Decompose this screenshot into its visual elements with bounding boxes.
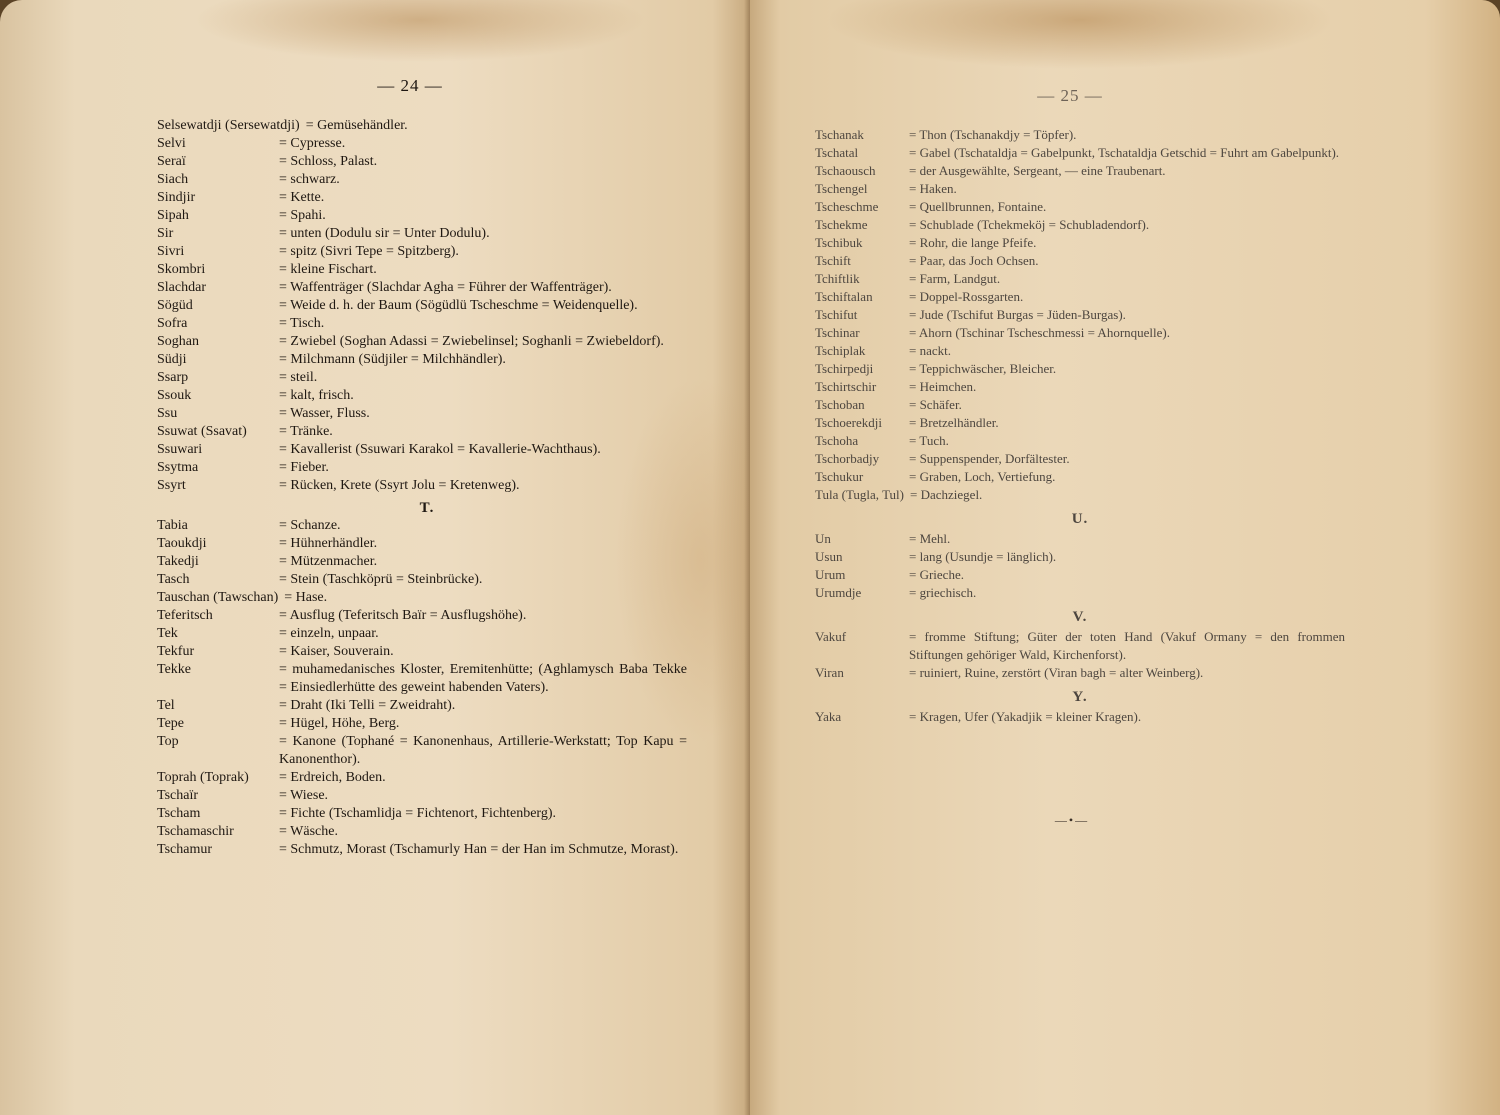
entry-definition: = Gabel (Tschataldja = Gabelpunkt, Tschataldja Getschid = Fuhrt am Gabelpunkt). bbox=[909, 145, 1340, 160]
entry-definition: = Kragen, Ufer (Yakadjik = kleiner Kragen). bbox=[909, 709, 1142, 724]
entry-term: Viran bbox=[815, 665, 844, 680]
entry-term: Ssarp bbox=[157, 370, 189, 385]
entry-term: Tscham bbox=[157, 806, 201, 821]
entry-definition: = Schublade (Tchekmeköj = Schubladendorf). bbox=[909, 217, 1150, 232]
glossary-entry bbox=[815, 450, 1345, 468]
entry-term: Tschirpedji bbox=[815, 361, 874, 376]
entry-term: Tschaïr bbox=[157, 788, 199, 803]
glossary-entry bbox=[157, 477, 687, 495]
entry-term: Ssouk bbox=[157, 388, 192, 403]
entry-definition: = der Ausgewählte, Sergeant, — eine Traubenart. bbox=[909, 163, 1166, 178]
entry-term: Seraï bbox=[157, 154, 186, 169]
glossary-entry bbox=[157, 517, 687, 535]
entry-term: Selsewatdji (Sersewatdji) bbox=[157, 118, 300, 133]
entry-definition: = unten (Dodulu sir = Unter Dodulu). bbox=[279, 226, 490, 241]
entry-term: Tschengel bbox=[815, 181, 868, 196]
entry-definition: = Fieber. bbox=[279, 460, 329, 475]
entry-definition: = Kaiser, Souverain. bbox=[279, 644, 394, 659]
glossary-entry bbox=[157, 297, 687, 315]
entry-term: Tschanak bbox=[815, 127, 864, 142]
glossary-entry bbox=[157, 607, 687, 625]
entry-term: Tepe bbox=[157, 716, 185, 731]
entry-definition: = Thon (Tschanakdjy = Töpfer). bbox=[909, 127, 1077, 142]
entry-definition: = Wäsche. bbox=[279, 824, 338, 839]
glossary-entry bbox=[157, 535, 687, 553]
entry-term: Sögüd bbox=[157, 298, 193, 313]
entry-term: Tekfur bbox=[157, 644, 195, 659]
entry-term: Tschoerekdji bbox=[815, 415, 882, 430]
entry-term: Tabia bbox=[157, 518, 188, 533]
entry-term: Tek bbox=[157, 626, 178, 641]
glossary-entry bbox=[157, 189, 687, 207]
entry-definition: = Paar, das Joch Ochsen. bbox=[909, 253, 1039, 268]
glossary-entry bbox=[815, 270, 1345, 288]
glossary-entry bbox=[815, 486, 1345, 504]
entry-definition: = Gemüsehändler. bbox=[305, 118, 408, 133]
entry-term: Slachdar bbox=[157, 280, 206, 295]
glossary-entry bbox=[157, 823, 687, 841]
entry-definition: = Mehl. bbox=[909, 531, 951, 546]
entry-term: Taoukdji bbox=[157, 536, 207, 551]
glossary-entry bbox=[815, 360, 1345, 378]
entry-term: Tschorbadjy bbox=[815, 451, 880, 466]
entry-definition: = Stein (Taschköprü = Steinbrücke). bbox=[279, 572, 483, 587]
entry-definition: = Graben, Loch, Vertiefung. bbox=[909, 469, 1056, 484]
entry-term: Tschiftalan bbox=[815, 289, 873, 304]
entry-term: Yaka bbox=[815, 709, 842, 724]
entry-term: Ssytma bbox=[157, 460, 199, 475]
entry-term: Tschinar bbox=[815, 325, 860, 340]
glossary-entry bbox=[157, 279, 687, 297]
entry-definition: = Wiese. bbox=[279, 788, 329, 803]
section-heading: V. bbox=[1072, 609, 1088, 625]
entry-definition: = Draht (Iki Telli = Zweidraht). bbox=[279, 698, 456, 713]
entry-term: Takedji bbox=[157, 554, 199, 569]
entry-definition: = Hügel, Höhe, Berg. bbox=[279, 716, 400, 731]
glossary-entry bbox=[157, 441, 687, 459]
entry-definition: = einzeln, unpaar. bbox=[279, 626, 379, 641]
entry-definition: = kalt, frisch. bbox=[279, 388, 354, 403]
entry-definition: = Cypresse. bbox=[279, 136, 346, 151]
glossary-entry bbox=[157, 369, 687, 387]
entry-term: Sir bbox=[157, 226, 174, 241]
entry-term: Tschamaschir bbox=[157, 824, 234, 839]
entry-term: Urumdje bbox=[815, 585, 862, 600]
entry-definition: = Grieche. bbox=[909, 567, 964, 582]
right-page bbox=[750, 0, 1500, 1115]
glossary-entry bbox=[815, 324, 1345, 342]
glossary-entry bbox=[157, 351, 687, 369]
glossary-entry bbox=[815, 144, 1345, 162]
glossary-entry bbox=[157, 661, 687, 697]
section-heading: Y. bbox=[1072, 689, 1088, 705]
entry-term: Skombri bbox=[157, 262, 206, 277]
entry-definition: = Spahi. bbox=[279, 208, 326, 223]
entry-term: Teferitsch bbox=[157, 608, 213, 623]
glossary-entry bbox=[157, 769, 687, 787]
entry-definition: = Bretzelhändler. bbox=[909, 415, 999, 430]
entry-definition: = fromme Stiftung; Güter der toten Hand (Vakuf Ormany = den frommen Stiftungen gehöriger Wald, Kirchenforst). bbox=[909, 629, 1345, 662]
entry-term: Ssuwat (Ssavat) bbox=[157, 424, 247, 439]
entry-term: Tschekme bbox=[815, 217, 868, 232]
entry-definition: = Schanze. bbox=[279, 518, 341, 533]
entry-term: Sivri bbox=[157, 244, 185, 259]
entry-term: Top bbox=[157, 734, 179, 749]
entry-definition: = Tuch. bbox=[909, 433, 949, 448]
glossary-entry bbox=[157, 315, 687, 333]
entry-definition: = Kette. bbox=[279, 190, 325, 205]
entry-definition: = Doppel-Rossgarten. bbox=[909, 289, 1024, 304]
glossary-entry bbox=[157, 243, 687, 261]
entry-definition: = Farm, Landgut. bbox=[909, 271, 1001, 286]
entry-definition: = Waffenträger (Slachdar Agha = Führer der Waffenträger). bbox=[279, 280, 612, 295]
entry-term: Ssu bbox=[157, 406, 178, 421]
entry-definition: = ruiniert, Ruine, zerstört (Viran bagh = alter Weinberg). bbox=[909, 665, 1204, 680]
glossary-entry bbox=[815, 468, 1345, 486]
glossary-entry bbox=[157, 805, 687, 823]
glossary-entries bbox=[157, 117, 687, 859]
entry-definition: = Tränke. bbox=[279, 424, 333, 439]
entry-term: Tchiftlik bbox=[815, 271, 860, 286]
glossary-entry bbox=[815, 396, 1345, 414]
entry-term: Tschifut bbox=[815, 307, 858, 322]
entry-definition: = steil. bbox=[279, 370, 318, 385]
glossary-entry bbox=[815, 342, 1345, 360]
glossary-entry bbox=[157, 261, 687, 279]
glossary-entry bbox=[157, 715, 687, 733]
glossary-entry bbox=[815, 126, 1345, 144]
entry-term: Usun bbox=[815, 549, 843, 564]
entry-term: Tschiplak bbox=[815, 343, 866, 358]
glossary-entry bbox=[815, 234, 1345, 252]
entry-definition: = Heimchen. bbox=[909, 379, 977, 394]
entry-term: Tschibuk bbox=[815, 235, 863, 250]
entry-definition: = Jude (Tschifut Burgas = Jüden-Burgas). bbox=[909, 307, 1126, 322]
end-ornament: —•— bbox=[1054, 813, 1090, 827]
glossary-entry bbox=[157, 733, 687, 769]
entry-term: Vakuf bbox=[815, 629, 847, 644]
entry-definition: = griechisch. bbox=[909, 585, 977, 600]
glossary-entry bbox=[157, 625, 687, 643]
entry-definition: = Kavallerist (Ssuwari Karakol = Kavallerie-Wachthaus). bbox=[279, 442, 601, 457]
entry-definition: = Weide d. h. der Baum (Sögüdlü Tscheschme = Weidenquelle). bbox=[279, 298, 638, 313]
section-heading: U. bbox=[1071, 511, 1089, 527]
entry-term: Ssyrt bbox=[157, 478, 186, 493]
glossary-entry bbox=[157, 841, 687, 859]
entry-definition: = Suppenspender, Dorfältester. bbox=[909, 451, 1070, 466]
glossary-entry bbox=[815, 414, 1345, 432]
entry-definition: = Schäfer. bbox=[909, 397, 962, 412]
glossary-entry bbox=[157, 171, 687, 189]
entry-term: Tschamur bbox=[157, 842, 213, 857]
glossary-entry bbox=[815, 584, 1345, 602]
entry-definition: = Haken. bbox=[909, 181, 957, 196]
entry-definition: = Erdreich, Boden. bbox=[279, 770, 386, 785]
glossary-entry bbox=[157, 697, 687, 715]
glossary-entry bbox=[157, 117, 687, 135]
entry-definition: = spitz (Sivri Tepe = Spitzberg). bbox=[279, 244, 459, 259]
entry-definition: = Wasser, Fluss. bbox=[279, 406, 370, 421]
entry-definition: = Ausflug (Teferitsch Baïr = Ausflugshöhe). bbox=[279, 608, 527, 623]
glossary-entry bbox=[157, 589, 687, 607]
entry-definition: = schwarz. bbox=[279, 172, 340, 187]
entry-term: Tschaousch bbox=[815, 163, 876, 178]
glossary-entry bbox=[815, 628, 1345, 664]
entry-definition: = Teppichwäscher, Bleicher. bbox=[909, 361, 1057, 376]
entry-definition: = Quellbrunnen, Fontaine. bbox=[909, 199, 1047, 214]
glossary-entry bbox=[157, 405, 687, 423]
entry-definition: = kleine Fischart. bbox=[279, 262, 377, 277]
glossary-entry bbox=[157, 423, 687, 441]
entry-term: Ssuwari bbox=[157, 442, 203, 457]
entry-term: Tschift bbox=[815, 253, 851, 268]
glossary-entry bbox=[157, 333, 687, 351]
glossary-entry bbox=[157, 459, 687, 477]
glossary-entry bbox=[157, 787, 687, 805]
entry-term: Sindjir bbox=[157, 190, 196, 205]
page-number: — 24 — bbox=[377, 76, 443, 95]
entry-definition: = Hase. bbox=[284, 590, 328, 605]
entry-definition: = Ahorn (Tschinar Tscheschmessi = Ahornquelle). bbox=[909, 325, 1170, 340]
glossary-entry bbox=[815, 548, 1345, 566]
glossary-entry bbox=[815, 566, 1345, 584]
glossary-entry bbox=[815, 198, 1345, 216]
section-heading: T. bbox=[419, 500, 435, 516]
entry-definition: = Hühnerhändler. bbox=[279, 536, 378, 551]
entry-term: Tschukur bbox=[815, 469, 864, 484]
entry-term: Siach bbox=[157, 172, 189, 187]
glossary-entry bbox=[815, 708, 1345, 726]
entry-definition: = Kanone (Tophané = Kanonenhaus, Artillerie-Werkstatt; Top Kapu = Kanonenthor). bbox=[279, 734, 687, 767]
glossary-entry bbox=[157, 387, 687, 405]
entry-definition: = Rohr, die lange Pfeife. bbox=[909, 235, 1037, 250]
entry-definition: = Dachziegel. bbox=[910, 487, 983, 502]
glossary-entry bbox=[815, 162, 1345, 180]
glossary-entry bbox=[157, 225, 687, 243]
entry-term: Südji bbox=[157, 352, 187, 367]
glossary-entry bbox=[815, 664, 1345, 682]
page-number: — 25 — bbox=[1037, 86, 1103, 105]
entry-term: Tasch bbox=[157, 572, 190, 587]
entry-definition: = Tisch. bbox=[279, 316, 325, 331]
glossary-entry bbox=[815, 432, 1345, 450]
entry-term: Selvi bbox=[157, 136, 186, 151]
glossary-entry bbox=[157, 135, 687, 153]
entry-term: Tel bbox=[157, 698, 175, 713]
entry-definition: = Milchmann (Südjiler = Milchhändler). bbox=[279, 352, 506, 367]
entry-term: Soghan bbox=[157, 334, 199, 349]
entry-definition: = Fichte (Tschamlidja = Fichtenort, Fichtenberg). bbox=[279, 806, 556, 821]
entry-term: Tschatal bbox=[815, 145, 859, 160]
entry-term: Tula (Tugla, Tul) bbox=[815, 487, 905, 502]
entry-term: Tschoban bbox=[815, 397, 865, 412]
glossary-entries bbox=[815, 126, 1345, 726]
glossary-entry bbox=[815, 378, 1345, 396]
entry-term: Tauschan (Tawschan) bbox=[157, 590, 279, 605]
glossary-entry bbox=[815, 288, 1345, 306]
entry-term: Tekke bbox=[157, 662, 192, 677]
entry-definition: = Schloss, Palast. bbox=[279, 154, 378, 169]
entry-term: Tschoha bbox=[815, 433, 859, 448]
entry-term: Tscheschme bbox=[815, 199, 879, 214]
entry-definition: = Zwiebel (Soghan Adassi = Zwiebelinsel; Soghanli = Zwiebeldorf). bbox=[279, 334, 664, 349]
glossary-entry bbox=[157, 571, 687, 589]
glossary-entry bbox=[157, 553, 687, 571]
entry-definition: = Mützenmacher. bbox=[279, 554, 378, 569]
glossary-entry bbox=[815, 180, 1345, 198]
glossary-entry bbox=[157, 643, 687, 661]
entry-term: Sofra bbox=[157, 316, 188, 331]
glossary-entry bbox=[157, 153, 687, 171]
glossary-entry bbox=[815, 252, 1345, 270]
entry-term: Toprah (Toprak) bbox=[157, 770, 249, 785]
entry-definition: = nackt. bbox=[909, 343, 951, 358]
entry-term: Urum bbox=[815, 567, 846, 582]
entry-definition: = muhamedanisches Kloster, Eremitenhütte; (Aghlamysch Baba Tekke = Einsiedlerhütte des geweint habenden Vaters). bbox=[279, 662, 687, 695]
glossary-entry bbox=[815, 530, 1345, 548]
glossary-entry bbox=[157, 207, 687, 225]
entry-term: Tschirtschir bbox=[815, 379, 877, 394]
entry-definition: = lang (Usundje = länglich). bbox=[909, 549, 1057, 564]
glossary-entry bbox=[815, 216, 1345, 234]
glossary-entry bbox=[815, 306, 1345, 324]
entry-term: Un bbox=[815, 531, 831, 546]
entry-term: Sipah bbox=[157, 208, 189, 223]
entry-definition: = Rücken, Krete (Ssyrt Jolu = Kretenweg). bbox=[279, 478, 520, 493]
entry-definition: = Schmutz, Morast (Tschamurly Han = der Han im Schmutze, Morast). bbox=[279, 842, 679, 857]
